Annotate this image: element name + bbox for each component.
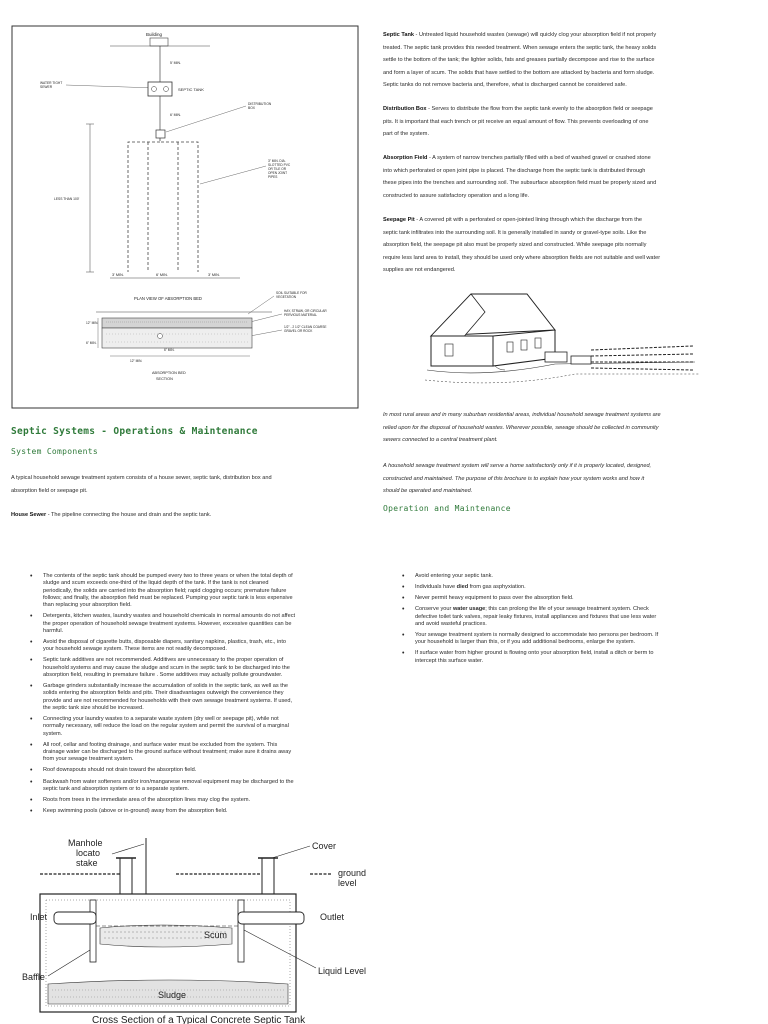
list-item: • Roots from trees in the immediate area of the absorption lines may clog the system. [30, 796, 251, 804]
distribution-box-paragraph [383, 103, 753, 141]
st-line-3: settle to the bottom of the tank; the lighter solids, fats and greases partially decompose and rise to the surface [383, 57, 655, 63]
pipe-note-4: OPEN JOINT [268, 171, 288, 175]
list-item: • Detergents, kitchen wastes, laundry wastes and household chemicals in normal amounts do not affect the proper operation of household sewage treatment systems. However, excessive quantities can be harmful. [30, 613, 296, 634]
house-sewer-paragraph [11, 509, 361, 522]
cover-label: Cover [312, 841, 337, 851]
st-line-5: Septic tanks do not remove bacteria and, therefore, what is discharged cannot be considered safe. [383, 82, 627, 88]
soil-2: VEGETATION [276, 295, 297, 299]
soil-1: SOIL SUITABLE FOR [276, 291, 307, 295]
it2-line-3: should be operated and maintained. [383, 488, 473, 494]
italic-paragraph-2 [383, 460, 753, 498]
twelve-min: 12" MIN. [130, 359, 143, 363]
list-item: • Connecting your laundry wastes to a separate waste system (dry well or seepage pit), while not normally necessary, will reduce the load on the regular system and permit the survival of a marginal system. [30, 716, 289, 737]
dbox-2: BOX [248, 106, 255, 110]
septic-tank-label: SEPTIC TANK [178, 87, 204, 92]
list-item: • Roof downspouts should not drain toward the absorption field. [30, 767, 197, 775]
sp-line-4: require less land area to install, they should be used only where absorption fields are not suitable and well water [383, 254, 661, 261]
liquid-level-label: Liquid Level [318, 966, 367, 976]
section-subtitle: System Components [11, 447, 98, 456]
gravel-2: GRAVEL OR ROCK [284, 329, 313, 333]
plan-view: PLAN VIEW OF ABSORPTION BED [134, 296, 202, 301]
list-item: • Conserve your water usage; this can prolong the life of your sewage treatment system. Check defective toilet tank valves, repair leaky fixtures, install appliances and fixtures that use less water and avoid wasteful practices. [402, 606, 657, 627]
db-line-3: part of the system. [383, 131, 430, 137]
sp-line-2: septic tank infiltrates into the surrounding soil. It is generally installed in sandy or gravel-type soils. Like the [383, 229, 647, 236]
scum-label: Scum [204, 930, 228, 940]
absorption-field-paragraph [383, 152, 753, 202]
baffle-label: Baffle [22, 972, 45, 982]
manhole-1: Manhole [68, 838, 103, 848]
ground-label-1: ground [338, 868, 367, 878]
st-line-1: - Untreated liquid household wastes (sewage) will quickly clog your absorption field if not properly [413, 32, 657, 38]
building-label: Building [146, 32, 163, 37]
it1-line-2: relied upon for the disposal of household wastes. Wherever possible, sewage should be collected in community [383, 424, 659, 431]
af-line-2: into which perforated or open joint pipe is placed. The discharge from the septic tank is distributed through [383, 167, 646, 174]
manhole-2: locato [76, 848, 101, 858]
it2-line-1: A household sewage treatment system will serve a home satisfactorily only if it is properly located, designed, [383, 463, 652, 469]
absorption-bed-drawing [10, 24, 360, 410]
intro-paragraph [11, 472, 361, 497]
septic-tank-cross-section [0, 834, 380, 1024]
dim-2: 6' MIN. [156, 273, 168, 277]
pipe-note-5: PIPES [268, 175, 278, 179]
list-item: • Keep swimming pools (above or in-ground) away from the absorption field. [30, 807, 228, 815]
ground-label-2: level [338, 878, 357, 888]
hay-2: PERVIOUS MATERIAL [284, 313, 318, 317]
pipe-note-2: SLOTTED PVC [268, 163, 291, 167]
pipe-note-3: OR TILE OR [268, 167, 287, 171]
sp-line-3: absorption field, the seepage pit also must be properly sized and constructed. While seepage pits normally [383, 242, 647, 248]
water-tight-2: SEWER [40, 85, 53, 89]
less-than: LESS THAN 100' [54, 197, 80, 201]
list-item: • Individuals have died from gas asphyxiation. [402, 584, 526, 592]
af-line-1: - A system of narrow trenches partially filled with a bed of washed gravel or crushed stone [427, 155, 651, 161]
it2-line-2: constructed and maintained. The purpose of this brochure is to explain how your system works and how it [383, 475, 645, 482]
list-item: • If surface water from higher ground is flowing onto your absorption field, install a ditch or berm to intercept this surface water. [402, 650, 654, 664]
manhole-3: stake [76, 858, 98, 868]
operation-heading: Operation and Maintenance [383, 504, 511, 513]
left-dim-2: 6" MIN. [86, 341, 97, 345]
sp-line-5: supplies are not endangered. [383, 267, 456, 273]
seepage-pit-paragraph [383, 214, 753, 277]
list-item: • Avoid entering your septic tank. [402, 573, 493, 580]
house-sewer-term: House Sewer [11, 512, 47, 518]
spit-term: Seepage Pit [383, 217, 415, 223]
af-line-3: these pipes into the trenches and surrounding soil. The subsurface absorption field must be properly sized and [383, 180, 657, 186]
list-item: • Never permit heavy equipment to pass over the absorption field. [402, 595, 574, 603]
st-line-4: and form a layer of scum. The solids that have settled to the bottom are attacked by bacteria and form sludge. [383, 69, 655, 76]
list-item: • Avoid the disposal of cigarette butts, disposable diapers, sanitary napkins, plastics, trash, etc., into your household sewage system. These items are not readily decomposed. [30, 638, 287, 653]
list-item: • The contents of the septic tank should be pumped every two to three years or when the total depth of sludge and scum exceeds one-third of the liquid depth of the tank. If the tank is not cleaned periodically, the solids are carried into the absorption field; rapid clogging occurs; premature failure follows; and finally, the absorption field must be replaced. Pumping your septic tank is less expensive than replacing your absorption field. [30, 573, 293, 609]
list-item: • All roof, cellar and footing drainage, and surface water must be excluded from the system. This drainage water can be discharged to the ground surface without treatment; make sure it drains away from your sewage treatment system. [30, 741, 292, 763]
db-line-2: pits. It is important that each trench or pit receive an equal amount of flow. This prevents overloading of one [383, 118, 649, 125]
water-tight-1: WATER TIGHT [40, 81, 63, 85]
six-min-label: 6' MIN. [170, 113, 181, 117]
septic-tank-paragraph [383, 29, 753, 92]
list-item: • Your sewage treatment system is normally designed to accommodate two persons per bedroom. If your household is larger than this, or if you add additional bedrooms, enlarge the system. [402, 631, 659, 646]
pipe-note-1: 3" MIN. DIA. [268, 159, 286, 163]
outlet-label: Outlet [320, 912, 345, 922]
six-min-b: 6" MIN. [164, 348, 175, 352]
hay-1: HAY, STRAW, OR CIRCULAR [284, 309, 327, 313]
it1-line-3: sewers connected to a central treatment plant. [383, 437, 498, 443]
maintenance-list-left [30, 573, 368, 819]
dbox-term: Distribution Box [383, 106, 427, 112]
maintenance-list-right [402, 573, 755, 669]
figure-caption: Cross Section of a Typical Concrete Septic Tank [92, 1015, 306, 1024]
house-sketch [425, 288, 705, 396]
left-dim-1: 12" MIN. [86, 321, 99, 325]
septic-tank-term: Septic Tank [383, 32, 414, 38]
italic-paragraph-1 [383, 409, 753, 447]
dim-3: 3' MIN. [208, 273, 220, 277]
dim-1: 3' MIN. [112, 273, 124, 277]
intro-line-1: A typical household sewage treatment system consists of a house sewer, septic tank, distribution box and [11, 475, 272, 481]
list-item: • Backwash from water softeners and/or iron/manganese removal equipment may be discharged to the septic tank and absorption system or to a separate system. [30, 778, 294, 792]
sp-line-1: - A covered pit with a perforated or open-jointed lining through which the discharge from the [414, 217, 643, 223]
page-title: Septic Systems - Operations & Maintenance [11, 426, 258, 437]
inlet-label: Inlet [30, 912, 48, 922]
list-item: • Septic tank additives are not recommended. Additives are unnecessary to the proper operation of household systems and may cause the sludge and scum in the septic tank to be discharged into the absorption field, resulting in premature failure . Some additives may actually pollute groundwater. [30, 657, 290, 678]
section-2: SECTION [156, 377, 173, 381]
afield-term: Absorption Field [383, 155, 428, 161]
it1-line-1: In most rural areas and in many suburban residential areas, individual household sewage treatment systems are [383, 412, 661, 418]
af-line-4: constructed to assure satisfactory operation and a long life. [383, 192, 530, 199]
five-min-top: 5' MIN. [170, 61, 181, 65]
st-line-2: treated. The septic tank provides this needed treatment. When sewage enters the septic tank, the heavy solids [383, 44, 657, 51]
db-line-1: - Serves to distribute the flow from the septic tank evenly to the absorption field or seepage [426, 106, 653, 112]
gravel-1: 1/2" - 2 1/2" CLEAN COARSE [284, 325, 327, 329]
list-item: • Garbage grinders substantially increase the accumulation of solids in the septic tank, as well as the solids entering the absorption fields and pits. Their disadvantages outweigh the convenience they provide and are not recommended for households with their own sewage treatment systems. If used, the septic tank size should be increased. [30, 683, 293, 711]
dbox-1: DISTRIBUTION [248, 102, 272, 106]
sludge-label: Sludge [158, 990, 187, 1000]
section-1: ABSORPTION BED [152, 371, 186, 375]
intro-line-2: absorption field or seepage pit. [11, 487, 88, 494]
house-sewer-text: - The pipeline connecting the house and drain and the septic tank. [46, 512, 212, 518]
